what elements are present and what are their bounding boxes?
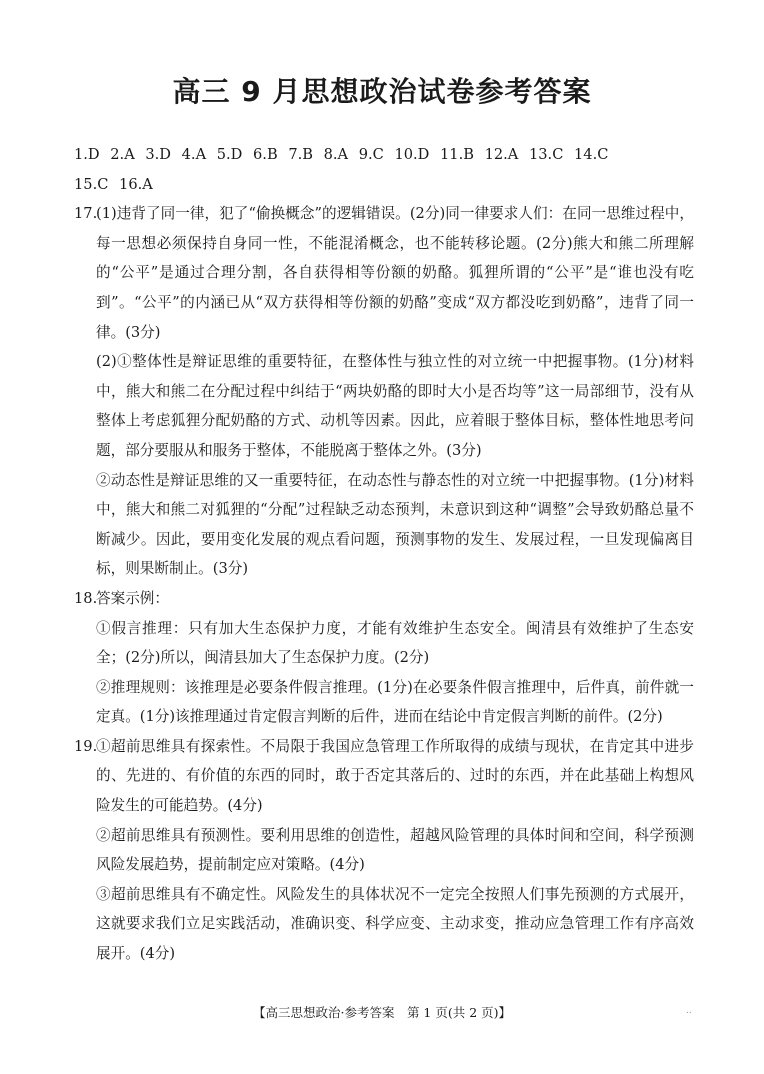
mc-answer: 3.D [145,146,171,163]
mc-answer: 16.A [119,175,153,193]
mc-answer: 13.C [528,146,564,163]
question-number: 19. [74,737,98,755]
q18-intro: 答案示例： [96,589,169,607]
q19-point3: ③超前思维具有不确定性。风险发生的具体状况不一定完全按照人们事先预测的方式展开，这就要求我们立足实践活动，准确识变、科学应变、主动求变，推动应急管理工作有序高效展开。(4分) [96,885,694,963]
mc-answer: 15.C [74,175,109,193]
question-18 [74,584,694,732]
question-number: 17. [74,205,98,223]
mc-answer: 8.A [323,146,349,163]
mc-answers-row-1 [74,140,694,170]
q18-point2: ②推理规则：该推理是必要条件假言推理。(1分)在必要条件假言推理中，后件真，前件就一定真。(1分)该推理通过肯定假言判断的后件，进而在结论中肯定假言判断的前件。(2分) [96,678,694,726]
mc-answer: 12.A [484,146,519,163]
question-19 [74,732,694,969]
mc-answer: 1.D [74,146,100,163]
mc-answer: 7.B [288,146,313,163]
q19-point2: ②超前思维具有预测性。要利用思维的创造性，超越风险管理的具体时间和空间，科学预测风险发展趋势，提前制定应对策略。(4分) [96,826,694,874]
mc-answer: 14.C [574,146,609,163]
q17-part1: (1)违背了同一律，犯了“偷换概念”的逻辑错误。(2分)同一律要求人们：在同一思维过程中，每一思想必须保持自身同一性，不能混淆概念，也不能转移论题。(2分)熊大和熊二所理解的“公平”是通过合理分割，各自获得相等份额的奶酪。狐狸所谓的“公平”是“谁也没有吃到”。“公平”的内涵已从“双方获得相等份额的奶酪”变成“双方都没吃到奶酪”，违背了同一律。(3分) [96,205,694,341]
corner-mark: .. [686,1006,692,1016]
question-number: 18. [74,589,98,607]
mc-answer: 5.D [216,146,243,163]
mc-answer: 6.B [253,146,278,163]
mc-answers-row-2 [74,170,694,200]
mc-answer: 4.A [181,146,207,163]
q17-part2-point1: (2)①整体性是辩证思维的重要特征，在整体性与独立性的对立统一中把握事物。(1分)材料中，熊大和熊二在分配过程中纠结于“两块奶酪的即时大小是否均等”这一局部细节，没有从整体上考虑狐狸分配奶酪的方式、动机等因素。因此，应着眼于整体目标，整体性地思考问题，部分要服从和服务于整体，不能脱离于整体之外。(3分) [96,353,694,459]
q17-part2-point2: ②动态性是辩证思维的又一重要特征，在动态性与静态性的对立统一中把握事物。(1分)材料中，熊大和熊二对狐狸的“分配”过程缺乏动态预判，未意识到这种“调整”会导致奶酪总量不断减少。因此，要用变化发展的观点看问题，预测事物的发生、发展过程，一旦发现偏离目标，则果断制止。(3分) [96,471,694,578]
q19-point1: ①超前思维具有探索性。不局限于我国应急管理工作所取得的成绩与现状，在肯定其中进步的、先进的、有价值的东西的同时，敢于否定其落后的、过时的东西，并在此基础上构想风险发生的可能趋势。(4分) [96,737,694,815]
mc-answer: 9.C [358,146,384,163]
mc-answer: 2.A [110,146,135,163]
mc-answer: 11.B [440,146,474,163]
q18-point1: ①假言推理：只有加大生态保护力度，才能有效维护生态安全。闽清县有效维护了生态安全；(2分)所以，闽清县加大了生态保护力度。(2分) [96,619,694,667]
answer-body [74,140,694,969]
mc-answer: 10.D [394,146,430,163]
page-footer: 【高三思想政治·参考答案 第 1 页(共 2 页)】 [252,1005,512,1020]
page-title: 高三 9 月思想政治试卷参考答案 [172,75,592,108]
question-17 [74,199,694,584]
